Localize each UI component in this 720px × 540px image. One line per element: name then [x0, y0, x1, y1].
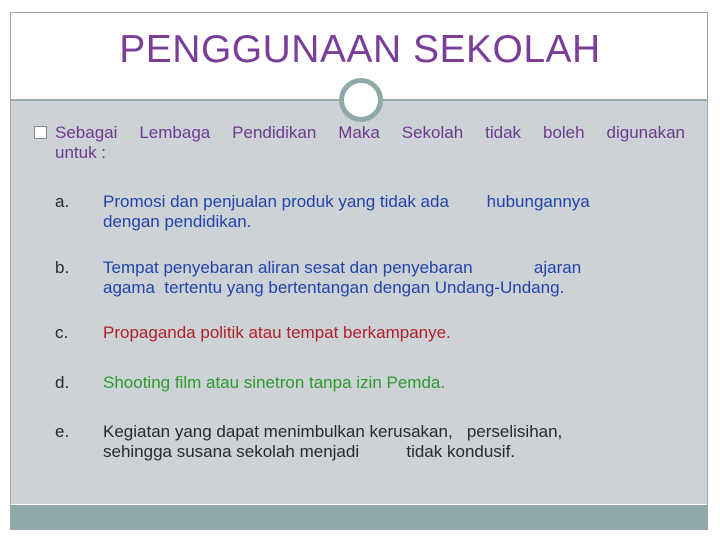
item-letter: b.	[55, 258, 70, 277]
item-text	[103, 323, 668, 343]
item-text	[103, 373, 668, 393]
intro-line-1: Sebagai Lembaga Pendidikan Maka Sekolah tidak boleh digunakan	[55, 123, 685, 142]
item-letter: c.	[55, 323, 69, 342]
ring-ornament-icon	[339, 78, 383, 122]
item-line-1: Propaganda politik atau tempat berkampanye.	[103, 323, 451, 342]
slide-title: PENGGUNAAN SEKOLAH	[119, 28, 601, 71]
item-letter: e.	[55, 422, 70, 441]
checkbox-bullet-icon	[34, 126, 47, 139]
item-line-2: agama tertentu yang bertentangan dengan Undang-Undang.	[103, 278, 565, 297]
item-line-1: Promosi dan penjualan produk yang tidak ada hubungannya	[103, 192, 590, 211]
item-line-2: sehingga susana sekolah menjadi tidak kondusif.	[103, 442, 516, 461]
item-line-1: Kegiatan yang dapat menimbulkan kerusakan, perselisihan,	[103, 422, 563, 441]
item-letter: a.	[55, 192, 70, 211]
item-line-1: Shooting film atau sinetron tanpa izin Pemda.	[103, 373, 446, 392]
item-text	[103, 192, 668, 232]
item-line-2: dengan pendidikan.	[103, 212, 252, 231]
item-line-1: Tempat penyebaran aliran sesat dan penyebaran ajaran	[103, 258, 582, 277]
item-text	[103, 258, 668, 298]
item-letter: d.	[55, 373, 70, 392]
intro-line-2: untuk :	[55, 143, 107, 162]
item-text	[103, 422, 668, 462]
